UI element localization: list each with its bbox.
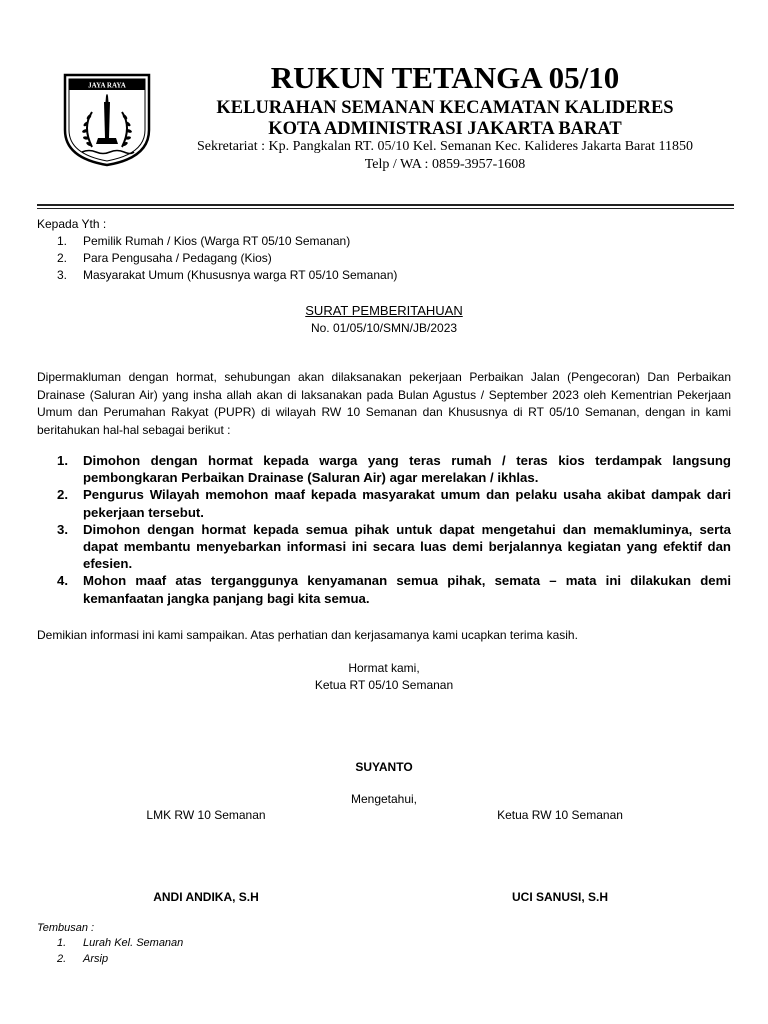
closing-paragraph: Demikian informasi ini kami sampaikan. Atas perhatian dan kerjasamanya kami ucapkan terima kasih. (37, 628, 578, 642)
left-signatory-title: LMK RW 10 Semanan (146, 808, 266, 822)
recipient-item: 1. Pemilik Rumah / Kios (Warga RT 05/10 Semanan) (57, 234, 351, 248)
notice-point: 4. Mohon maaf atas terganggunya kenyamanan semua pihak, semata – mata ini dilakukan demi kemanfaatan jangka panjang bagi kita semua. (57, 573, 731, 606)
regards-text: Hormat kami, (348, 661, 420, 675)
secretariat-address: Sekretariat : Kp. Pangkalan RT. 05/10 Kel. Semanan Kec. Kalideres Jakarta Barat 11850 (196, 139, 693, 154)
recipients-list (37, 233, 397, 284)
cc-list (37, 935, 183, 967)
acknowledged-text: Mengetahui, (350, 792, 418, 806)
header-divider-thin (37, 208, 734, 209)
left-signatory-name: ANDI ANDIKA, S.H (153, 890, 259, 904)
header-divider-thick (37, 204, 734, 206)
notice-point: 2. Pengurus Wilayah memohon maaf kepada masyarakat umum dan pelaku usaha akibat dampak dari pekerjaan tersebut. (57, 487, 731, 520)
notice-point: 3. Dimohon dengan hormat kepada semua pihak untuk dapat mengetahui dan memakluminya, serta dapat membantu menyebarkan informasi ini secara luas demi berjalannya kegiatan yang efektif dan efesien. (57, 521, 731, 572)
notice-points-list (37, 452, 731, 607)
recipient-item: 2. Para Pengusaha / Pedagang (Kios) (57, 251, 272, 265)
organization-subtitle-city: KOTA ADMINISTRASI JAKARTA BARAT (268, 119, 622, 139)
recipients-label: Kepada Yth : (37, 217, 107, 231)
contact-phone: Telp / WA : 0859-3957-1608 (364, 157, 526, 172)
logo-motto: JAYA RAYA (88, 81, 126, 90)
letter-number: No. 01/05/10/SMN/JB/2023 (310, 321, 458, 335)
organization-title: RUKUN TETANGA 05/10 (270, 60, 620, 95)
right-signatory-name: UCI SANUSI, S.H (511, 890, 608, 904)
cc-label: Tembusan : (37, 922, 95, 934)
organization-subtitle-district: KELURAHAN SEMANAN KECAMATAN KALIDERES (216, 98, 674, 118)
chair-title: Ketua RT 05/10 Semanan (314, 678, 454, 692)
chair-name: SUYANTO (355, 760, 413, 774)
cc-item: 2. Arsip (57, 953, 109, 965)
cc-item: 1. Lurah Kel. Semanan (57, 937, 184, 949)
right-signatory-title: Ketua RW 10 Semanan (497, 808, 623, 822)
letter-intro-paragraph: Dipermakluman dengan hormat, sehubungan akan dilaksanakan pekerjaan Perbaikan Jalan (Pengecoran) Dan Perbaikan Drainase (Saluran Air) yang insha allah akan di laksanakan pada Bulan Agustus / September 2023 oleh Kementrian Pekerjaan Umum dan Perumahan Rakyat (PUPR) di wilayah RW 10 Semanan dan Khususnya di RT 05/10 Semanan, dengan in kami beritahukan hal-hal sebagai berikut : (37, 370, 731, 437)
notice-point: 1. Dimohon dengan hormat kepada warga yang teras rumah / teras kios terdampak langsung pembongkaran Perbaikan Drainase (Saluran Air) agar merelakan / ikhlas. (57, 453, 731, 486)
jakarta-coat-of-arms-logo (62, 72, 152, 168)
recipient-item: 3. Masyarakat Umum (Khususnya warga RT 05/10 Semanan) (57, 268, 398, 282)
letter-title: SURAT PEMBERITAHUAN (305, 303, 463, 318)
